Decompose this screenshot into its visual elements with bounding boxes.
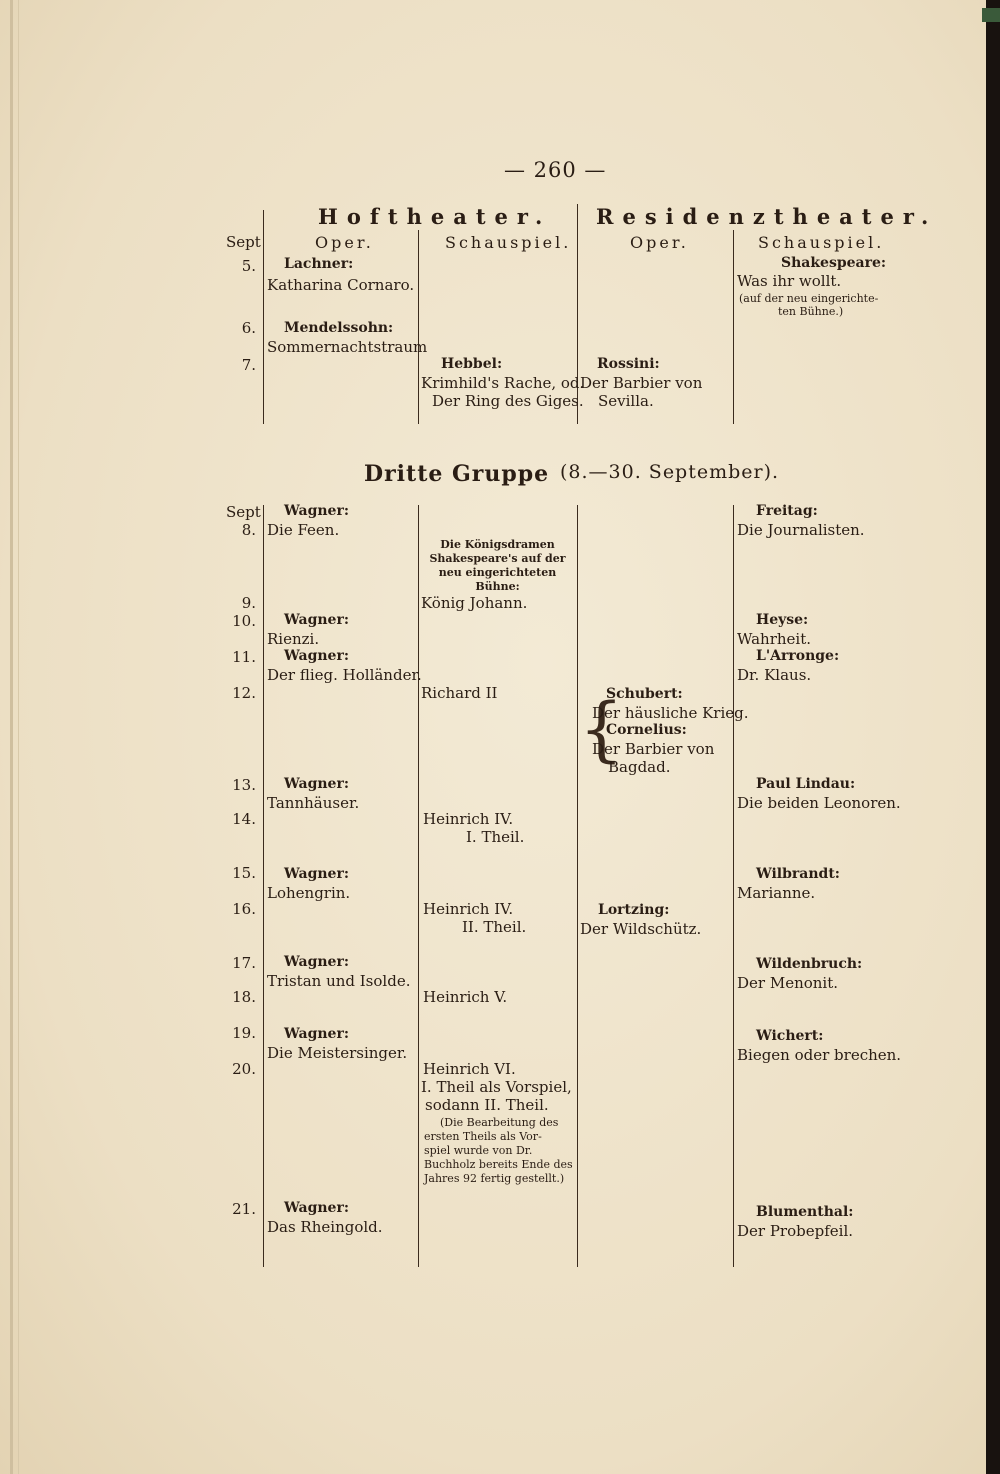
- work-wahrheit: Wahrheit.: [737, 630, 812, 648]
- note-koenigsdramen-1: Die Königsdramen: [440, 538, 555, 551]
- work-fliegender-hollaender: Der flieg. Holländer.: [267, 666, 422, 684]
- work-cornaro: Katharina Cornaro.: [267, 276, 415, 294]
- composer-mendelssohn: Mendelssohn:: [284, 320, 394, 336]
- brace-12: {: [579, 688, 624, 770]
- date-6: 6.: [241, 319, 256, 337]
- res-schauspiel-header: Schauspiel.: [758, 233, 885, 252]
- composer-wagner-21: Wagner:: [284, 1200, 349, 1216]
- author-wichert: Wichert:: [756, 1028, 824, 1044]
- lower-line-4: [733, 505, 734, 1267]
- work-heinrich-iv-theil-2: II. Theil.: [462, 918, 527, 936]
- hof-oper-header: Oper.: [315, 233, 374, 252]
- work-biegen-oder-brechen: Biegen oder brechen.: [737, 1046, 902, 1064]
- hof-schauspiel-header: Schauspiel.: [445, 233, 572, 252]
- sept-label-upper: Sept: [226, 233, 261, 251]
- page-marker-tab: [982, 8, 1000, 22]
- date-17: 17.: [232, 954, 256, 972]
- date-8: 8.: [241, 521, 256, 539]
- work-rheingold: Das Rheingold.: [267, 1218, 383, 1236]
- work-heinrich-iv-theil-1: I. Theil.: [466, 828, 525, 846]
- note-bearbeitung-3: spiel wurde von Dr.: [424, 1144, 533, 1157]
- work-heinrich-vi-sodann: sodann II. Theil.: [425, 1096, 549, 1114]
- author-wilbrandt: Wilbrandt:: [756, 866, 840, 882]
- date-21: 21.: [232, 1200, 256, 1218]
- composer-rossini: Rossini:: [597, 356, 660, 372]
- date-9: 9.: [241, 594, 256, 612]
- note-bearbeitung-1: (Die Bearbeitung des: [440, 1116, 559, 1129]
- composer-wagner-8: Wagner:: [284, 503, 349, 519]
- composer-wagner-15: Wagner:: [284, 866, 349, 882]
- work-marianne: Marianne.: [737, 884, 816, 902]
- date-10: 10.: [232, 612, 256, 630]
- work-haeusliche-krieg: Der häusliche Krieg.: [592, 704, 749, 722]
- work-barbier-bagdad-1: Der Barbier von: [592, 740, 715, 758]
- date-12: 12.: [232, 684, 256, 702]
- work-lohengrin: Lohengrin.: [267, 884, 351, 902]
- note-bearbeitung-5: Jahres 92 fertig gestellt.): [424, 1172, 565, 1185]
- work-meistersinger: Die Meistersinger.: [267, 1044, 408, 1062]
- date-20: 20.: [232, 1060, 256, 1078]
- work-ring-des-giges: Der Ring des Giges.: [432, 392, 584, 410]
- upper-line-1: [263, 210, 264, 424]
- work-heinrich-vi-vorspiel: I. Theil als Vorspiel,: [421, 1078, 572, 1096]
- work-koenig-johann: König Johann.: [421, 594, 528, 612]
- work-was-ihr-wollt: Was ihr wollt.: [737, 272, 842, 290]
- author-lindau: Paul Lindau:: [756, 776, 856, 792]
- author-heyse: Heyse:: [756, 612, 809, 628]
- author-blumenthal: Blumenthal:: [756, 1204, 854, 1220]
- author-shakespeare: Shakespeare:: [781, 255, 887, 271]
- work-feen: Die Feen.: [267, 521, 340, 539]
- work-probepfeil: Der Probepfeil.: [737, 1222, 854, 1240]
- work-sommernachtstraum: Sommernachtstraum: [267, 338, 428, 356]
- work-menonit: Der Menonit.: [737, 974, 839, 992]
- date-14: 14.: [232, 810, 256, 828]
- note-auf-bühne-1: (auf der neu eingerichte-: [739, 292, 879, 305]
- note-bearbeitung-2: ersten Theils als Vor-: [424, 1130, 542, 1143]
- work-krimhild: Krimhild's Rache, od.: [421, 374, 585, 392]
- work-tristan: Tristan und Isolde.: [267, 972, 411, 990]
- note-koenigsdramen-3: neu eingerichteten: [438, 566, 557, 579]
- date-19: 19.: [232, 1024, 256, 1042]
- date-11: 11.: [232, 648, 256, 666]
- header-residenztheater: Residenztheater.: [596, 204, 938, 229]
- composer-wagner-11: Wagner:: [284, 648, 349, 664]
- date-7: 7.: [241, 356, 256, 374]
- book-edge: [986, 0, 1000, 1474]
- date-15: 15.: [232, 864, 256, 882]
- date-13: 13.: [232, 776, 256, 794]
- author-freytag: Freitag:: [756, 503, 818, 519]
- work-heinrich-v: Heinrich V.: [423, 988, 508, 1006]
- date-5: 5.: [241, 257, 256, 275]
- author-hebbel: Hebbel:: [441, 356, 503, 372]
- author-arronge: L'Arronge:: [756, 648, 840, 664]
- work-heinrich-vi: Heinrich VI.: [423, 1060, 516, 1078]
- page-gutter-line: [18, 0, 19, 1474]
- work-tannhaeuser: Tannhäuser.: [267, 794, 360, 812]
- composer-lachner: Lachner:: [284, 256, 354, 272]
- note-bearbeitung-4: Buchholz bereits Ende des: [424, 1158, 573, 1171]
- upper-line-2: [418, 230, 419, 424]
- composer-wagner-17: Wagner:: [284, 954, 349, 970]
- note-koenigsdramen-4: Bühne:: [475, 580, 520, 593]
- work-barbier-sevilla-2: Sevilla.: [598, 392, 654, 410]
- work-wildschuetz: Der Wildschütz.: [580, 920, 702, 938]
- page-gutter: [10, 0, 13, 1474]
- section-dates: (8.—30. September).: [560, 461, 780, 483]
- author-wildenbruch: Wildenbruch:: [756, 956, 863, 972]
- page-number: — 260 —: [504, 158, 607, 182]
- work-richard-ii: Richard II: [421, 684, 498, 702]
- composer-cornelius: Cornelius:: [606, 722, 687, 738]
- work-heinrich-iv-1: Heinrich IV.: [423, 810, 514, 828]
- composer-wagner-10: Wagner:: [284, 612, 349, 628]
- section-title: Dritte Gruppe: [364, 461, 550, 487]
- work-barbier-sevilla-1: Der Barbier von: [580, 374, 703, 392]
- work-dr-klaus: Dr. Klaus.: [737, 666, 812, 684]
- work-heinrich-iv-2: Heinrich IV.: [423, 900, 514, 918]
- header-hoftheater: Hoftheater.: [318, 204, 552, 229]
- composer-schubert: Schubert:: [606, 686, 683, 702]
- work-beiden-leonoren: Die beiden Leonoren.: [737, 794, 901, 812]
- res-oper-header: Oper.: [630, 233, 689, 252]
- lower-line-3: [577, 505, 578, 1267]
- lower-line-1: [263, 505, 264, 1267]
- date-16: 16.: [232, 900, 256, 918]
- upper-line-4: [733, 230, 734, 424]
- note-auf-bühne-2: ten Bühne.): [778, 305, 844, 318]
- sept-label-lower: Sept: [226, 503, 261, 521]
- composer-wagner-19: Wagner:: [284, 1026, 349, 1042]
- composer-wagner-13: Wagner:: [284, 776, 349, 792]
- date-18: 18.: [232, 988, 256, 1006]
- note-koenigsdramen-2: Shakespeare's auf der: [429, 552, 566, 565]
- lower-line-2: [418, 505, 419, 1267]
- work-barbier-bagdad-2: Bagdad.: [608, 758, 671, 776]
- work-journalisten: Die Journalisten.: [737, 521, 865, 539]
- composer-lortzing: Lortzing:: [598, 902, 670, 918]
- work-rienzi: Rienzi.: [267, 630, 320, 648]
